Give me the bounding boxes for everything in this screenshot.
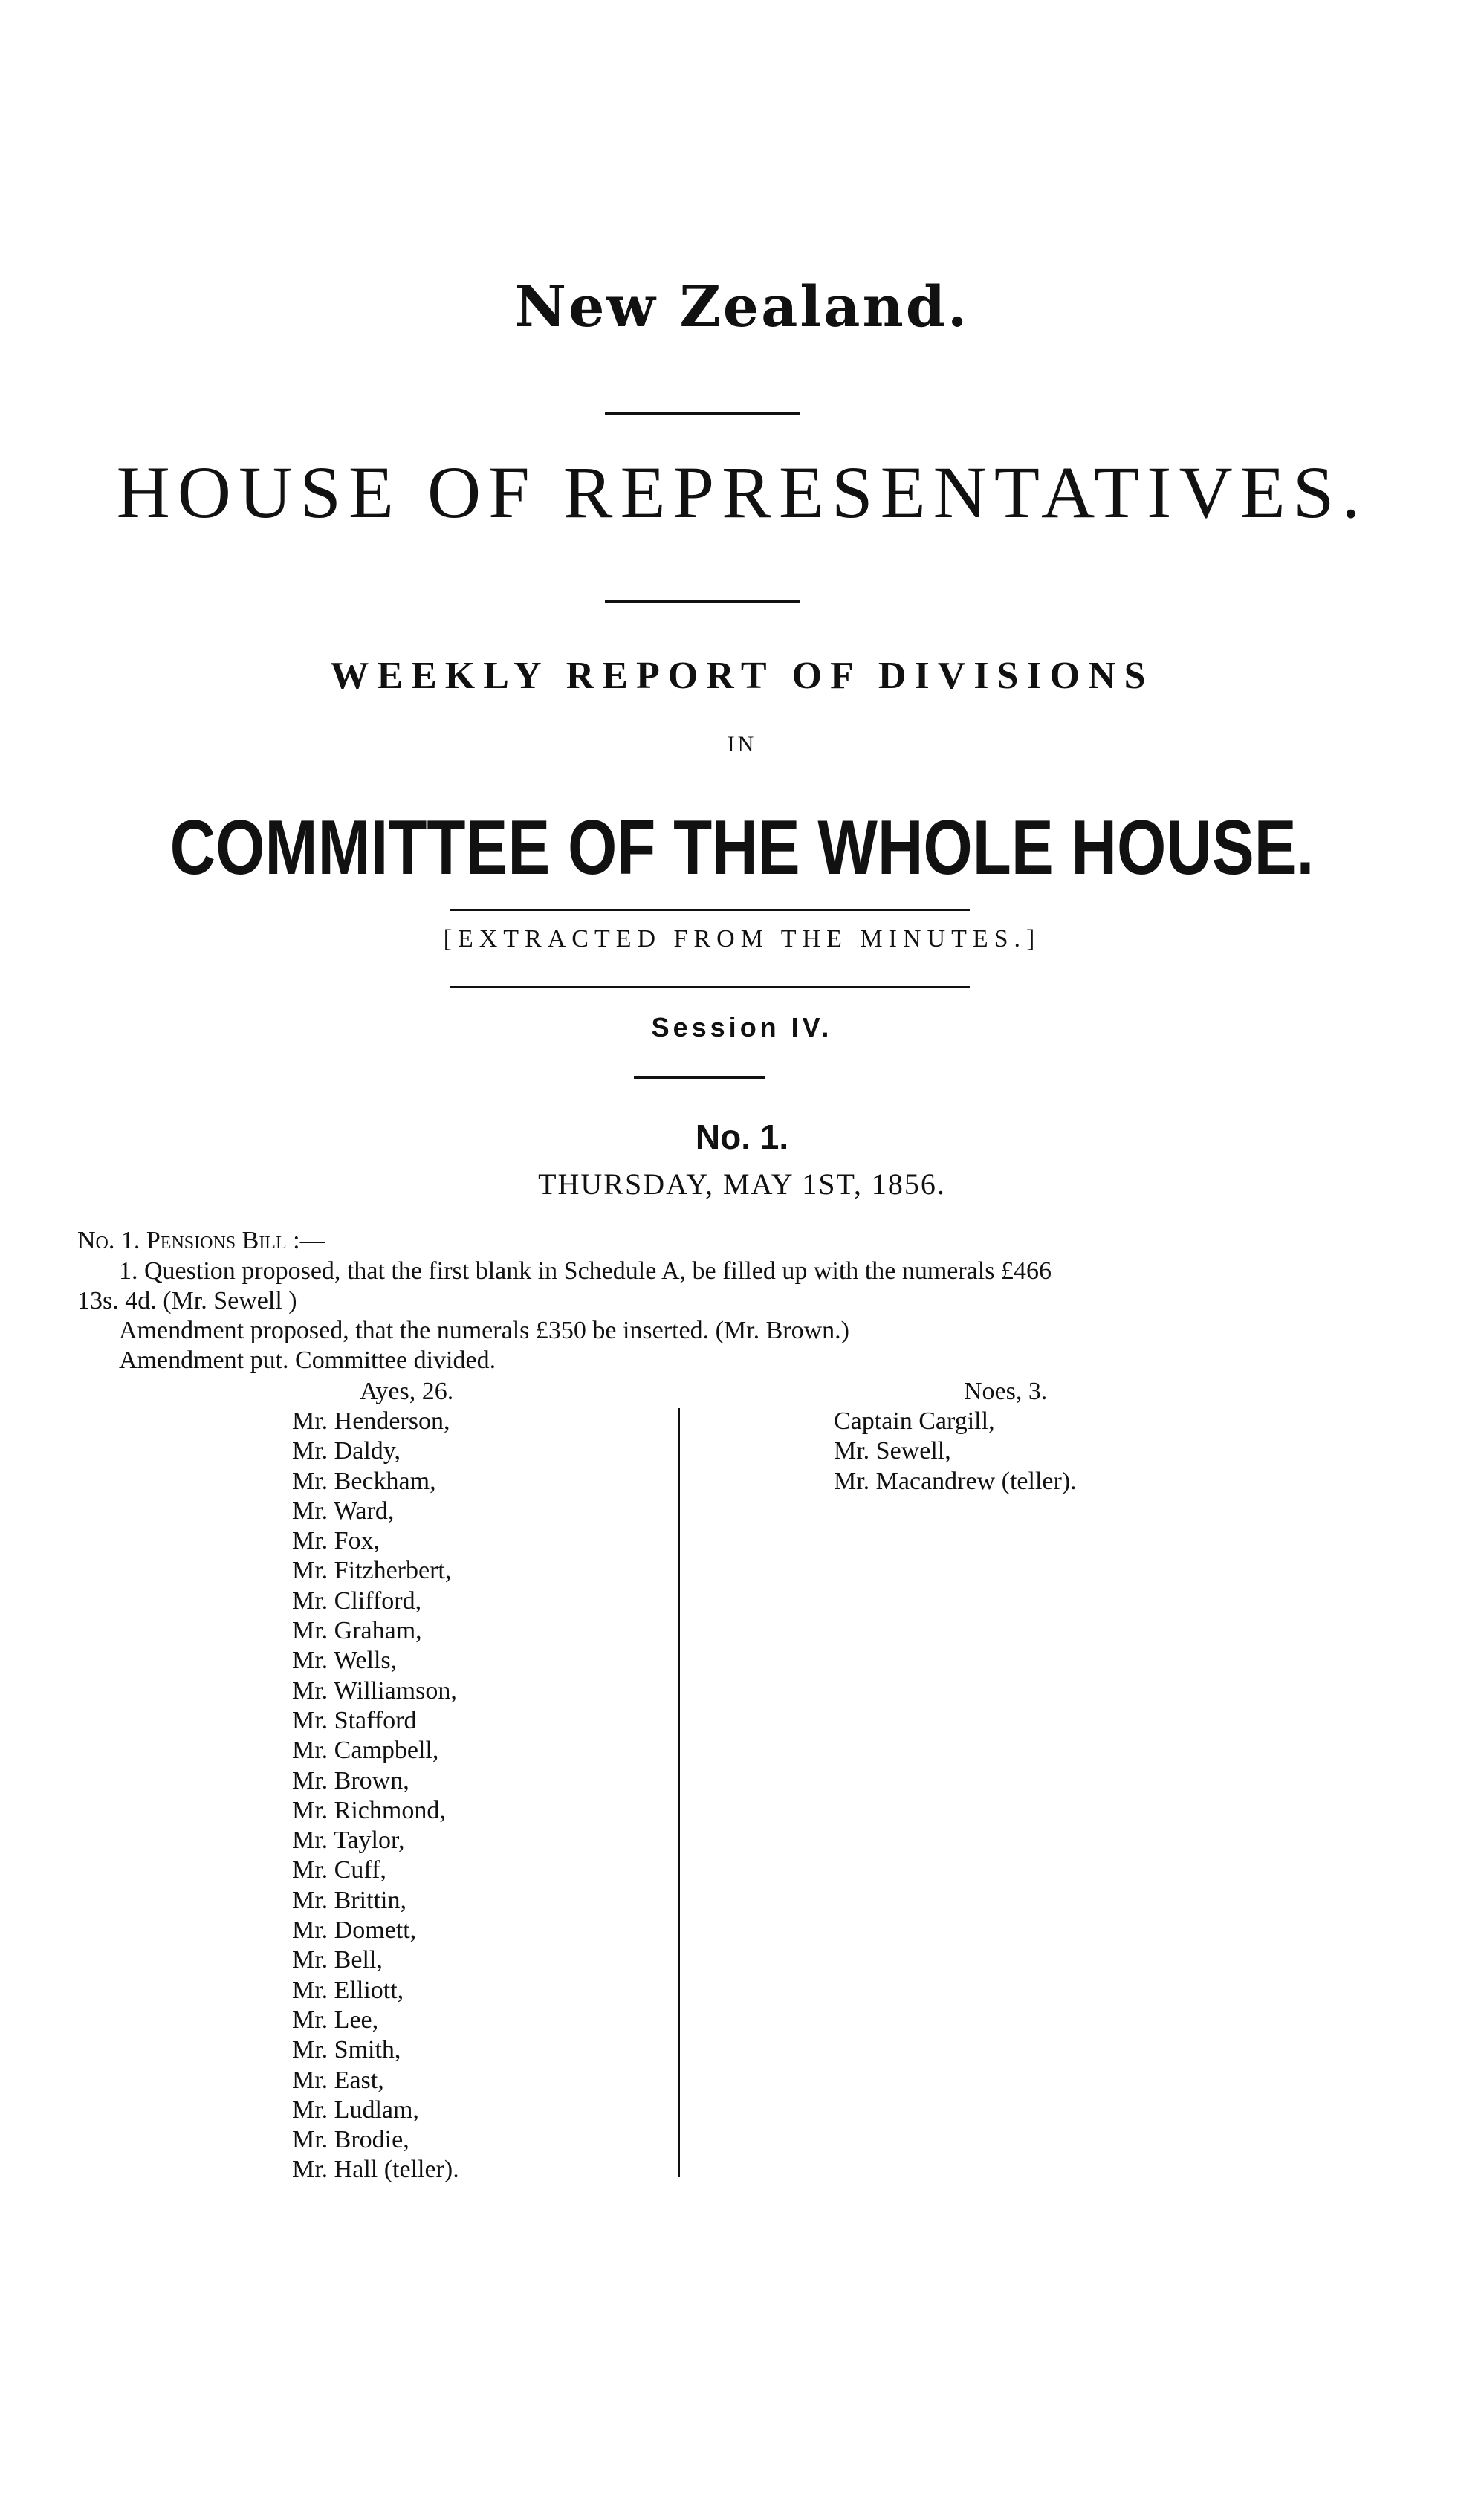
in-label: IN [727,732,757,756]
list-item: Mr. Brown, [292,1766,409,1795]
column-divider [678,1408,680,2177]
report-title: WEEKLY REPORT OF DIVISIONS [330,655,1154,697]
list-item: Mr. Taylor, [292,1826,405,1855]
country-title: New Zealand. [514,273,970,340]
divider-rule [450,986,970,988]
list-item: Mr. Brittin, [292,1886,406,1914]
committee-title: COMMITTEE OF THE WHOLE HOUSE. [169,805,1315,891]
divider-rule [450,909,970,911]
extracted-note: [EXTRACTED FROM THE MINUTES.] [443,925,1041,953]
list-item: Mr. Smith, [292,2036,401,2064]
list-item: Mr. Lee, [292,2006,379,2034]
list-item: Mr. Richmond, [292,1796,446,1824]
question-line-2: 13s. 4d. (Mr. Sewell ) [77,1287,297,1314]
list-item: Mr. Macandrew (teller). [834,1467,1077,1495]
question-line-1: 1. Question proposed, that the first blank in Schedule A, be filled up with the numerals £466 [119,1257,1052,1285]
list-item: Mr. Fitzherbert, [292,1557,452,1585]
list-item: Mr. East, [292,2066,384,2094]
list-item: Mr. Clifford, [292,1586,422,1615]
divider-rule [634,1076,765,1079]
list-item: Mr. Hall (teller). [292,2156,459,2184]
ayes-heading: Ayes, 26. [360,1378,454,1405]
noes-heading: Noes, 3. [964,1378,1048,1405]
item-heading: No. 1. Pensions Bill :— [77,1227,325,1254]
list-item: Mr. Stafford [292,1706,417,1734]
report-number: No. 1. [695,1118,789,1156]
list-item: Mr. Fox, [292,1527,380,1555]
report-date: THURSDAY, MAY 1ST, 1856. [538,1167,946,1201]
list-item: Mr. Williamson, [292,1676,457,1705]
list-item: Mr. Campbell, [292,1737,439,1765]
list-item: Mr. Bell, [292,1946,383,1974]
divider-rule [605,600,800,603]
list-item: Mr. Wells, [292,1647,398,1675]
list-item: Mr. Sewell, [834,1437,951,1465]
amendment-put-line: Amendment put. Committee divided. [119,1346,496,1374]
list-item: Mr. Graham, [292,1617,422,1645]
list-item: Mr. Domett, [292,1916,417,1945]
list-item: Mr. Elliott, [292,1976,404,2004]
noes-list [834,1407,1077,1497]
list-item: Mr. Daldy, [292,1437,401,1465]
list-item: Captain Cargill, [834,1407,995,1435]
list-item: Mr. Cuff, [292,1856,386,1884]
ayes-list [292,1407,459,2185]
list-item: Mr. Henderson, [292,1407,450,1435]
divider-rule [605,412,800,415]
house-title: HOUSE OF REPRESENTATIVES. [116,451,1368,534]
list-item: Mr. Ludlam, [292,2095,419,2124]
list-item: Mr. Beckham, [292,1467,436,1495]
list-item: Mr. Brodie, [292,2126,409,2154]
list-item: Mr. Ward, [292,1497,395,1525]
session-label: Session IV. [651,1012,833,1043]
amendment-line: Amendment proposed, that the numerals £350 be inserted. (Mr. Brown.) [119,1317,849,1344]
